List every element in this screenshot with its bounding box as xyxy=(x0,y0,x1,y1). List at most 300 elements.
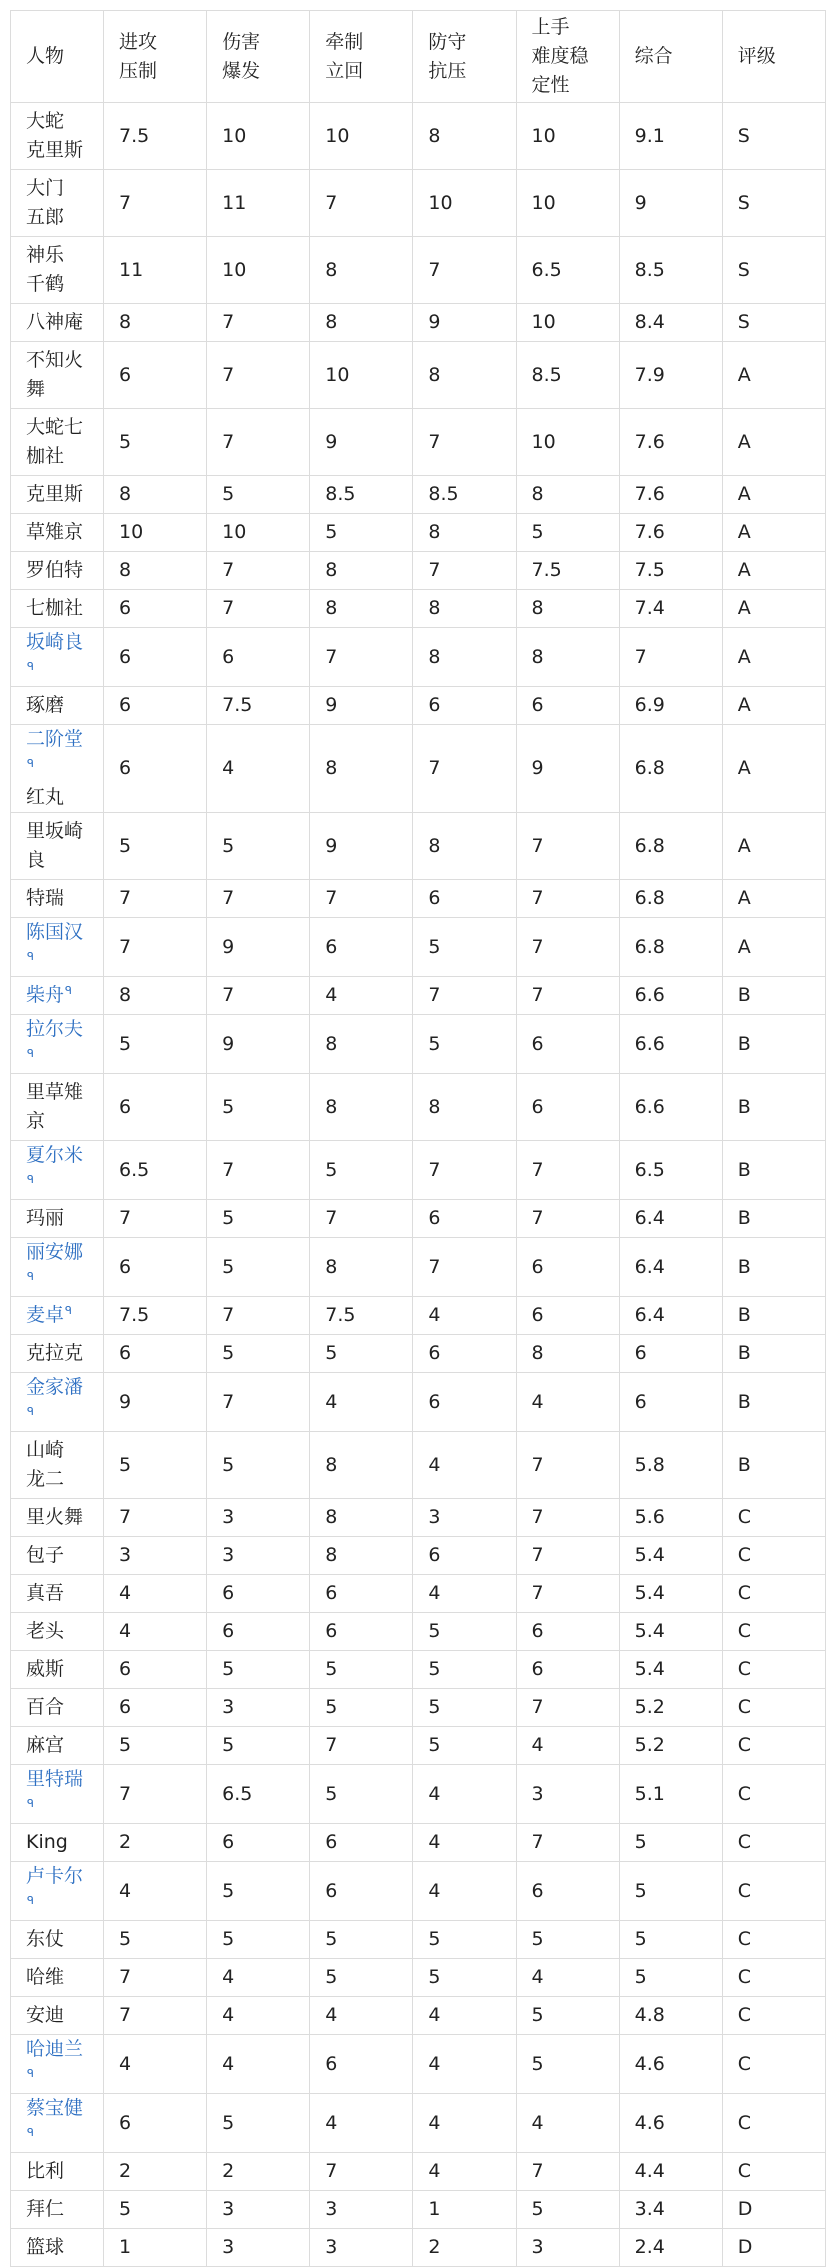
cell-rating: C xyxy=(722,1824,825,1862)
search-icon[interactable]: ᑫ xyxy=(27,1893,34,1907)
cell-overall: 6 xyxy=(619,1335,722,1373)
cell-attack-pressure: 10 xyxy=(104,514,207,552)
cell-ease-stability: 7 xyxy=(516,918,619,977)
cell-character-name xyxy=(11,1499,104,1537)
cell-ease-stability: 8 xyxy=(516,628,619,687)
cell-damage-burst: 3 xyxy=(207,1499,310,1537)
cell-damage-burst: 7 xyxy=(207,1373,310,1432)
table-row xyxy=(11,1651,826,1689)
cell-character-name xyxy=(11,1141,104,1200)
search-icon[interactable]: ᑫ xyxy=(65,983,72,997)
character-link[interactable]: 柴舟 xyxy=(26,984,65,1006)
cell-overall: 5 xyxy=(619,1921,722,1959)
cell-defense: 8 xyxy=(413,342,516,409)
cell-attack-pressure: 7 xyxy=(104,1499,207,1537)
cell-character-name xyxy=(11,918,104,977)
cell-rating: B xyxy=(722,1074,825,1141)
cell-overall: 7 xyxy=(619,628,722,687)
cell-rating: C xyxy=(722,1921,825,1959)
cell-zoning-neutral: 4 xyxy=(310,2094,413,2153)
cell-zoning-neutral: 10 xyxy=(310,342,413,409)
cell-ease-stability: 6 xyxy=(516,1862,619,1921)
cell-ease-stability: 7 xyxy=(516,1200,619,1238)
cell-rating: A xyxy=(722,687,825,725)
search-icon[interactable]: ᑫ xyxy=(27,1269,34,1283)
cell-attack-pressure: 6 xyxy=(104,687,207,725)
cell-attack-pressure: 6 xyxy=(104,1074,207,1141)
cell-damage-burst: 10 xyxy=(207,103,310,170)
cell-defense: 7 xyxy=(413,409,516,476)
cell-damage-burst: 4 xyxy=(207,1997,310,2035)
cell-attack-pressure: 5 xyxy=(104,409,207,476)
cell-character-name xyxy=(11,1824,104,1862)
cell-rating: C xyxy=(722,1997,825,2035)
cell-rating: A xyxy=(722,725,825,813)
cell-damage-burst: 3 xyxy=(207,2229,310,2267)
cell-zoning-neutral: 9 xyxy=(310,409,413,476)
cell-damage-burst: 6 xyxy=(207,1613,310,1651)
cell-attack-pressure: 2 xyxy=(104,2153,207,2191)
cell-damage-burst: 9 xyxy=(207,1015,310,1074)
cell-defense: 4 xyxy=(413,1862,516,1921)
character-link[interactable]: 麦卓 xyxy=(26,1304,65,1326)
header-zoning-neutral: 牵制 立回 xyxy=(310,11,413,103)
cell-damage-burst: 5 xyxy=(207,1651,310,1689)
cell-attack-pressure: 7.5 xyxy=(104,103,207,170)
cell-defense: 5 xyxy=(413,1727,516,1765)
cell-attack-pressure: 7 xyxy=(104,1959,207,1997)
cell-rating: A xyxy=(722,409,825,476)
cell-attack-pressure: 4 xyxy=(104,1575,207,1613)
cell-character-name xyxy=(11,1689,104,1727)
cell-damage-burst: 6 xyxy=(207,628,310,687)
header-ease-stability: 上手 难度稳 定性 xyxy=(516,11,619,103)
cell-defense: 8.5 xyxy=(413,476,516,514)
cell-attack-pressure: 7 xyxy=(104,1765,207,1824)
cell-character-name xyxy=(11,725,104,813)
cell-rating: A xyxy=(722,514,825,552)
cell-zoning-neutral: 8 xyxy=(310,725,413,813)
search-icon[interactable]: ᑫ xyxy=(27,659,34,673)
cell-rating: B xyxy=(722,1238,825,1297)
cell-defense: 3 xyxy=(413,1499,516,1537)
character-name: 哈维 xyxy=(26,1966,65,1988)
cell-ease-stability: 6 xyxy=(516,1015,619,1074)
cell-defense: 5 xyxy=(413,1613,516,1651)
cell-rating: S xyxy=(722,170,825,237)
cell-damage-burst: 7 xyxy=(207,342,310,409)
cell-damage-burst: 5 xyxy=(207,1238,310,1297)
cell-overall: 6.5 xyxy=(619,1141,722,1200)
cell-ease-stability: 6 xyxy=(516,1651,619,1689)
cell-character-name xyxy=(11,342,104,409)
cell-zoning-neutral: 3 xyxy=(310,2229,413,2267)
cell-attack-pressure: 6 xyxy=(104,342,207,409)
cell-overall: 2.4 xyxy=(619,2229,722,2267)
cell-defense: 8 xyxy=(413,514,516,552)
character-name: 里坂崎 良 xyxy=(26,820,84,871)
cell-attack-pressure: 6 xyxy=(104,1689,207,1727)
cell-character-name xyxy=(11,1432,104,1499)
cell-ease-stability: 7 xyxy=(516,1141,619,1200)
cell-ease-stability: 7 xyxy=(516,977,619,1015)
character-name: 篮球 xyxy=(26,2236,65,2258)
cell-attack-pressure: 5 xyxy=(104,1015,207,1074)
character-name: 拜仁 xyxy=(26,2198,65,2220)
table-row xyxy=(11,514,826,552)
cell-damage-burst: 3 xyxy=(207,1537,310,1575)
table-row xyxy=(11,2153,826,2191)
cell-attack-pressure: 8 xyxy=(104,552,207,590)
table-row xyxy=(11,725,826,813)
cell-defense: 5 xyxy=(413,1959,516,1997)
cell-attack-pressure: 6 xyxy=(104,628,207,687)
cell-ease-stability: 6 xyxy=(516,1613,619,1651)
cell-overall: 8.4 xyxy=(619,304,722,342)
character-name: 麻宫 xyxy=(26,1734,65,1756)
cell-zoning-neutral: 4 xyxy=(310,1373,413,1432)
cell-character-name xyxy=(11,1200,104,1238)
cell-rating: C xyxy=(722,1959,825,1997)
cell-zoning-neutral: 7 xyxy=(310,2153,413,2191)
cell-character-name xyxy=(11,1959,104,1997)
cell-damage-burst: 6 xyxy=(207,1824,310,1862)
cell-rating: S xyxy=(722,237,825,304)
cell-character-name xyxy=(11,1297,104,1335)
table-row xyxy=(11,1015,826,1074)
cell-overall: 5 xyxy=(619,1959,722,1997)
cell-attack-pressure: 4 xyxy=(104,1613,207,1651)
cell-damage-burst: 3 xyxy=(207,2191,310,2229)
cell-zoning-neutral: 8 xyxy=(310,1074,413,1141)
character-name: 里火舞 xyxy=(26,1506,84,1528)
cell-zoning-neutral: 5 xyxy=(310,1141,413,1200)
cell-rating: A xyxy=(722,476,825,514)
cell-overall: 9.1 xyxy=(619,103,722,170)
cell-ease-stability: 5 xyxy=(516,2035,619,2094)
cell-character-name xyxy=(11,1862,104,1921)
cell-attack-pressure: 7.5 xyxy=(104,1297,207,1335)
cell-rating: C xyxy=(722,1689,825,1727)
cell-damage-burst: 3 xyxy=(207,1689,310,1727)
cell-character-name xyxy=(11,170,104,237)
header-defense: 防守 抗压 xyxy=(413,11,516,103)
cell-damage-burst: 4 xyxy=(207,1959,310,1997)
cell-attack-pressure: 8 xyxy=(104,977,207,1015)
cell-damage-burst: 6.5 xyxy=(207,1765,310,1824)
cell-character-name xyxy=(11,2229,104,2267)
table-row xyxy=(11,409,826,476)
character-name: 包子 xyxy=(26,1544,65,1566)
character-name: 老头 xyxy=(26,1620,65,1642)
table-row xyxy=(11,1537,826,1575)
cell-attack-pressure: 2 xyxy=(104,1824,207,1862)
cell-attack-pressure: 1 xyxy=(104,2229,207,2267)
table-row xyxy=(11,1689,826,1727)
cell-overall: 7.9 xyxy=(619,342,722,409)
cell-zoning-neutral: 7 xyxy=(310,1200,413,1238)
cell-overall: 4.6 xyxy=(619,2035,722,2094)
character-name: 比利 xyxy=(26,2160,65,2182)
cell-damage-burst: 10 xyxy=(207,237,310,304)
cell-attack-pressure: 3 xyxy=(104,1537,207,1575)
cell-defense: 10 xyxy=(413,170,516,237)
cell-damage-burst: 5 xyxy=(207,1200,310,1238)
cell-ease-stability: 10 xyxy=(516,304,619,342)
cell-zoning-neutral: 6 xyxy=(310,1824,413,1862)
cell-damage-burst: 7 xyxy=(207,409,310,476)
cell-ease-stability: 7.5 xyxy=(516,552,619,590)
cell-damage-burst: 5 xyxy=(207,1074,310,1141)
character-name: 神乐 千鹤 xyxy=(26,244,65,295)
table-row xyxy=(11,1335,826,1373)
cell-character-name xyxy=(11,1613,104,1651)
cell-overall: 5.8 xyxy=(619,1432,722,1499)
character-link[interactable]: 蔡宝健 xyxy=(26,2097,84,2119)
cell-ease-stability: 8 xyxy=(516,1335,619,1373)
table-row xyxy=(11,977,826,1015)
cell-ease-stability: 6 xyxy=(516,1297,619,1335)
cell-ease-stability: 4 xyxy=(516,1959,619,1997)
search-icon[interactable]: ᑫ xyxy=(65,1303,72,1317)
cell-character-name xyxy=(11,476,104,514)
cell-overall: 6.8 xyxy=(619,813,722,880)
cell-overall: 5.6 xyxy=(619,1499,722,1537)
cell-ease-stability: 5 xyxy=(516,1921,619,1959)
cell-defense: 4 xyxy=(413,1824,516,1862)
cell-overall: 6 xyxy=(619,1373,722,1432)
cell-damage-burst: 4 xyxy=(207,725,310,813)
character-name: 山崎 龙二 xyxy=(26,1439,65,1490)
cell-zoning-neutral: 9 xyxy=(310,687,413,725)
cell-rating: C xyxy=(722,2153,825,2191)
search-icon[interactable]: ᑫ xyxy=(27,949,34,963)
table-row xyxy=(11,103,826,170)
cell-zoning-neutral: 7.5 xyxy=(310,1297,413,1335)
cell-overall: 8.5 xyxy=(619,237,722,304)
cell-defense: 8 xyxy=(413,628,516,687)
table-row xyxy=(11,1959,826,1997)
character-link[interactable]: 陈国汉 xyxy=(26,921,84,943)
search-icon[interactable]: ᑫ xyxy=(27,2066,34,2080)
character-link[interactable]: 卢卡尔 xyxy=(26,1865,84,1887)
cell-zoning-neutral: 8 xyxy=(310,1499,413,1537)
cell-zoning-neutral: 8 xyxy=(310,552,413,590)
cell-damage-burst: 5 xyxy=(207,2094,310,2153)
character-name: 八神庵 xyxy=(26,311,84,333)
cell-rating: C xyxy=(722,1862,825,1921)
cell-character-name xyxy=(11,237,104,304)
cell-defense: 8 xyxy=(413,103,516,170)
cell-attack-pressure: 5 xyxy=(104,1727,207,1765)
cell-overall: 3.4 xyxy=(619,2191,722,2229)
cell-damage-burst: 5 xyxy=(207,1921,310,1959)
search-icon[interactable]: ᑫ xyxy=(27,1046,34,1060)
cell-character-name xyxy=(11,1765,104,1824)
character-name: 大蛇七 枷社 xyxy=(26,416,84,467)
cell-overall: 5.4 xyxy=(619,1651,722,1689)
cell-rating: A xyxy=(722,880,825,918)
cell-overall: 5.4 xyxy=(619,1537,722,1575)
cell-attack-pressure: 6 xyxy=(104,590,207,628)
character-link[interactable]: 哈迪兰 xyxy=(26,2038,84,2060)
cell-rating: A xyxy=(722,342,825,409)
search-icon[interactable]: ᑫ xyxy=(27,1404,34,1418)
cell-damage-burst: 9 xyxy=(207,918,310,977)
cell-zoning-neutral: 5 xyxy=(310,1765,413,1824)
cell-ease-stability: 7 xyxy=(516,813,619,880)
search-icon[interactable]: ᑫ xyxy=(27,756,34,770)
cell-overall: 6.6 xyxy=(619,977,722,1015)
cell-ease-stability: 6 xyxy=(516,687,619,725)
cell-character-name xyxy=(11,1575,104,1613)
cell-attack-pressure: 6 xyxy=(104,1238,207,1297)
character-name: 百合 xyxy=(26,1696,65,1718)
table-row xyxy=(11,1297,826,1335)
character-link[interactable]: 里特瑞 xyxy=(26,1768,84,1790)
cell-defense: 5 xyxy=(413,1921,516,1959)
cell-character-name xyxy=(11,1997,104,2035)
cell-rating: C xyxy=(722,2094,825,2153)
search-icon[interactable]: ᑫ xyxy=(27,1172,34,1186)
character-name: 罗伯特 xyxy=(26,559,84,581)
cell-ease-stability: 7 xyxy=(516,1824,619,1862)
cell-overall: 6.9 xyxy=(619,687,722,725)
cell-character-name xyxy=(11,977,104,1015)
cell-zoning-neutral: 8 xyxy=(310,1537,413,1575)
table-row xyxy=(11,2094,826,2153)
cell-overall: 5 xyxy=(619,1824,722,1862)
cell-attack-pressure: 4 xyxy=(104,1862,207,1921)
table-row xyxy=(11,687,826,725)
cell-character-name xyxy=(11,2094,104,2153)
cell-character-name xyxy=(11,1373,104,1432)
cell-defense: 8 xyxy=(413,590,516,628)
table-row xyxy=(11,2229,826,2267)
cell-attack-pressure: 6 xyxy=(104,1651,207,1689)
character-name: King xyxy=(26,1831,68,1853)
cell-attack-pressure: 6.5 xyxy=(104,1141,207,1200)
cell-overall: 9 xyxy=(619,170,722,237)
cell-overall: 5.4 xyxy=(619,1575,722,1613)
character-name: 安迪 xyxy=(26,2004,65,2026)
cell-ease-stability: 7 xyxy=(516,2153,619,2191)
cell-defense: 1 xyxy=(413,2191,516,2229)
table-row xyxy=(11,1765,826,1824)
cell-zoning-neutral: 6 xyxy=(310,1862,413,1921)
cell-rating: B xyxy=(722,1335,825,1373)
cell-rating: C xyxy=(722,2035,825,2094)
cell-rating: C xyxy=(722,1575,825,1613)
cell-zoning-neutral: 3 xyxy=(310,2191,413,2229)
cell-defense: 6 xyxy=(413,687,516,725)
cell-ease-stability: 4 xyxy=(516,2094,619,2153)
cell-ease-stability: 5 xyxy=(516,1997,619,2035)
cell-rating: A xyxy=(722,628,825,687)
character-link[interactable]: 金家潘 xyxy=(26,1376,84,1398)
cell-rating: S xyxy=(722,304,825,342)
cell-character-name xyxy=(11,552,104,590)
cell-ease-stability: 7 xyxy=(516,1499,619,1537)
cell-defense: 8 xyxy=(413,813,516,880)
cell-character-name xyxy=(11,1238,104,1297)
cell-zoning-neutral: 6 xyxy=(310,1575,413,1613)
table-row xyxy=(11,918,826,977)
cell-damage-burst: 7 xyxy=(207,304,310,342)
cell-character-name xyxy=(11,103,104,170)
cell-ease-stability: 5 xyxy=(516,514,619,552)
cell-defense: 8 xyxy=(413,1074,516,1141)
cell-zoning-neutral: 5 xyxy=(310,1689,413,1727)
character-name: 大蛇 克里斯 xyxy=(26,110,84,161)
character-link[interactable]: 拉尔夫 xyxy=(26,1018,84,1040)
cell-character-name xyxy=(11,1727,104,1765)
table-row xyxy=(11,1200,826,1238)
cell-defense: 4 xyxy=(413,1432,516,1499)
cell-zoning-neutral: 8.5 xyxy=(310,476,413,514)
cell-attack-pressure: 6 xyxy=(104,725,207,813)
cell-damage-burst: 7 xyxy=(207,1141,310,1200)
cell-overall: 6.8 xyxy=(619,918,722,977)
cell-ease-stability: 10 xyxy=(516,409,619,476)
cell-ease-stability: 7 xyxy=(516,1537,619,1575)
cell-damage-burst: 7 xyxy=(207,880,310,918)
character-name: 不知火 舞 xyxy=(26,349,84,400)
table-row xyxy=(11,552,826,590)
cell-zoning-neutral: 8 xyxy=(310,590,413,628)
cell-defense: 4 xyxy=(413,2035,516,2094)
cell-rating: B xyxy=(722,1373,825,1432)
table-body xyxy=(11,103,826,2267)
cell-attack-pressure: 4 xyxy=(104,2035,207,2094)
cell-zoning-neutral: 8 xyxy=(310,304,413,342)
character-link[interactable]: 坂崎良 xyxy=(26,631,84,653)
cell-rating: B xyxy=(722,1200,825,1238)
cell-defense: 7 xyxy=(413,977,516,1015)
cell-overall: 5.4 xyxy=(619,1613,722,1651)
table-row xyxy=(11,1499,826,1537)
cell-character-name xyxy=(11,1015,104,1074)
cell-attack-pressure: 6 xyxy=(104,2094,207,2153)
character-link[interactable]: 丽安娜 xyxy=(26,1241,84,1263)
cell-zoning-neutral: 5 xyxy=(310,1959,413,1997)
cell-damage-burst: 7 xyxy=(207,552,310,590)
cell-defense: 4 xyxy=(413,1297,516,1335)
cell-damage-burst: 5 xyxy=(207,1727,310,1765)
cell-rating: A xyxy=(722,590,825,628)
cell-attack-pressure: 7 xyxy=(104,170,207,237)
cell-defense: 7 xyxy=(413,1238,516,1297)
cell-zoning-neutral: 6 xyxy=(310,1613,413,1651)
character-link[interactable]: 夏尔米 xyxy=(26,1144,84,1166)
character-link[interactable]: 二阶堂 xyxy=(26,728,84,750)
cell-overall: 7.5 xyxy=(619,552,722,590)
cell-zoning-neutral: 7 xyxy=(310,628,413,687)
cell-overall: 6.8 xyxy=(619,725,722,813)
cell-overall: 4.4 xyxy=(619,2153,722,2191)
cell-defense: 5 xyxy=(413,1689,516,1727)
cell-character-name xyxy=(11,687,104,725)
header-damage-burst: 伤害 爆发 xyxy=(207,11,310,103)
cell-ease-stability: 8 xyxy=(516,590,619,628)
cell-damage-burst: 5 xyxy=(207,476,310,514)
search-icon[interactable]: ᑫ xyxy=(27,2125,34,2139)
cell-defense: 6 xyxy=(413,1335,516,1373)
cell-damage-burst: 6 xyxy=(207,1575,310,1613)
cell-attack-pressure: 7 xyxy=(104,918,207,977)
character-name: 里草雉 京 xyxy=(26,1081,84,1132)
search-icon[interactable]: ᑫ xyxy=(27,1796,34,1810)
